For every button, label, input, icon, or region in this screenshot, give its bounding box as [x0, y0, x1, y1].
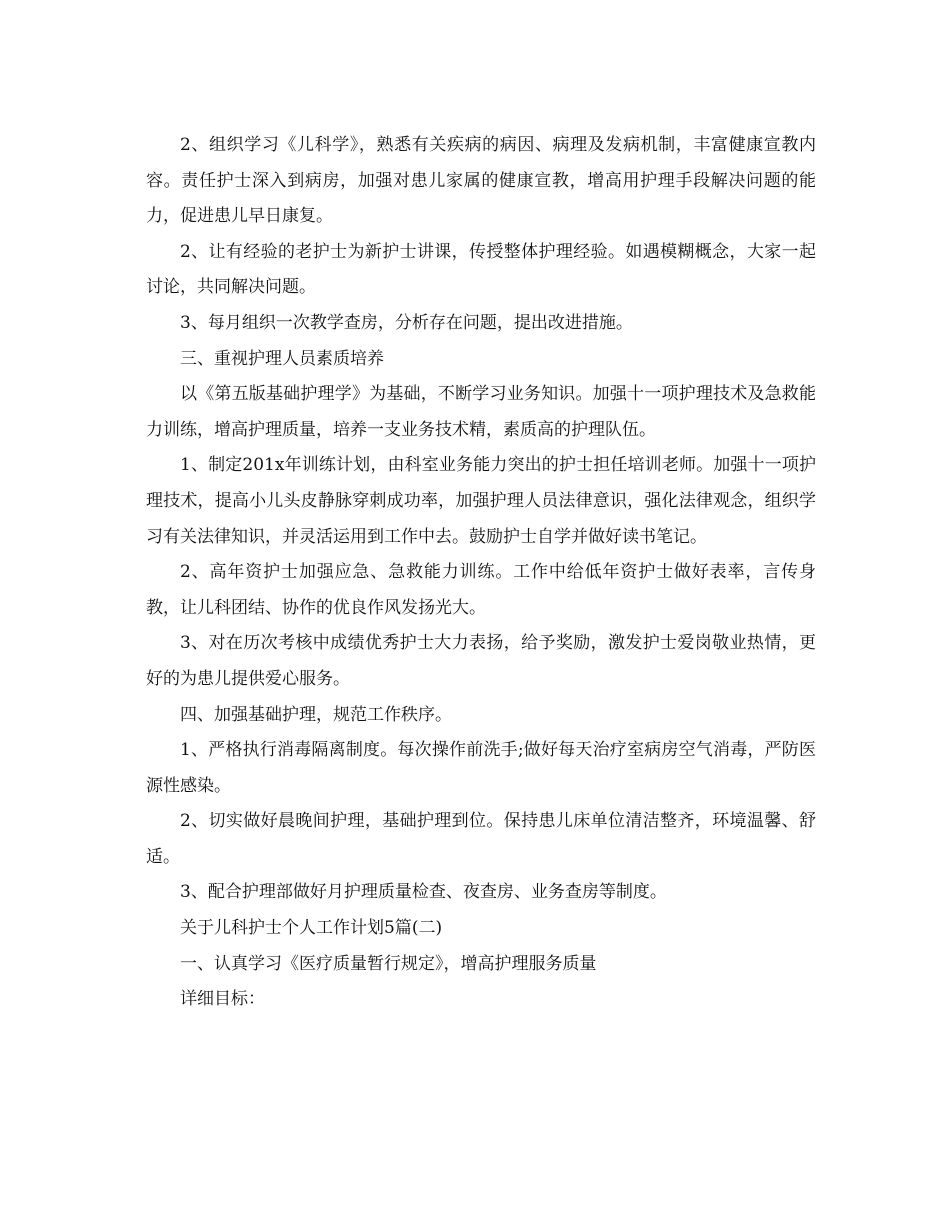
paragraph-8: 3、对在历次考核中成绩优秀护士大力表扬，给予奖励，激发护士爱岗敬业热情，更好的为患儿提供爱心服务。: [146, 633, 816, 689]
document-body: [146, 128, 816, 1018]
paragraph-2: 2、让有经验的老护士为新护士讲课，传授整体护理经验。如遇模糊概念，大家一起讨论，共同解决问题。: [146, 241, 816, 298]
paragraph-10: 1、严格执行消毒隔离制度。每次操作前洗手;做好每天治疗室病房空气消毒，严防医源性感染。: [146, 740, 816, 796]
paragraph-12: 3、配合护理部做好月护理质量检查、夜查房、业务查房等制度。: [180, 882, 667, 903]
paragraph-3: 3、每月组织一次教学查房，分析存在问题，提出改进措施。: [180, 312, 633, 333]
paragraph-11: 2、切实做好晨晚间护理，基础护理到位。保持患儿床单位清洁整齐，环境温馨、舒适。: [146, 811, 816, 867]
paragraph-5: 以《第五版基础护理学》为基础，不断学习业务知识。加强十一项护理技术及急救能力训练，增高护理质量，培养一支业务技术精，素质高的护理队伍。: [146, 384, 816, 440]
paragraph-6: 1、制定201x年训练计划，由科室业务能力突出的护士担任培训老师。加强十一项护理技术，提高小儿头皮静脉穿刺成功率，加强护理人员法律意识，强化法律观念，组织学习有关法律知识，并灵活运用到工作中去。鼓励护士自学并做好读书笔记。: [146, 455, 816, 547]
section-heading-4: 四、加强基础护理，规范工作秩序。: [180, 704, 452, 725]
article-title: 关于儿科护士个人工作计划5篇(二): [180, 918, 443, 939]
paragraph-1: 2、组织学习《儿科学》，熟悉有关疾病的病因、病理及发病机制，丰富健康宣教内容。责任护士深入到病房，加强对患儿家属的健康宣教，增高用护理手段解决问题的能力，促进患儿早日康复。: [146, 135, 816, 227]
section-heading-3: 三、重视护理人员素质培养: [180, 348, 384, 369]
paragraph-7: 2、高年资护士加强应急、急救能力训练。工作中给低年资护士做好表率，言传身教，让儿科团结、协作的优良作风发扬光大。: [146, 562, 816, 618]
paragraph-15: 详细目标：: [180, 989, 265, 1010]
section-heading-1: 一、认真学习《医疗质量暂行规定》，增高护理服务质量: [180, 953, 597, 974]
